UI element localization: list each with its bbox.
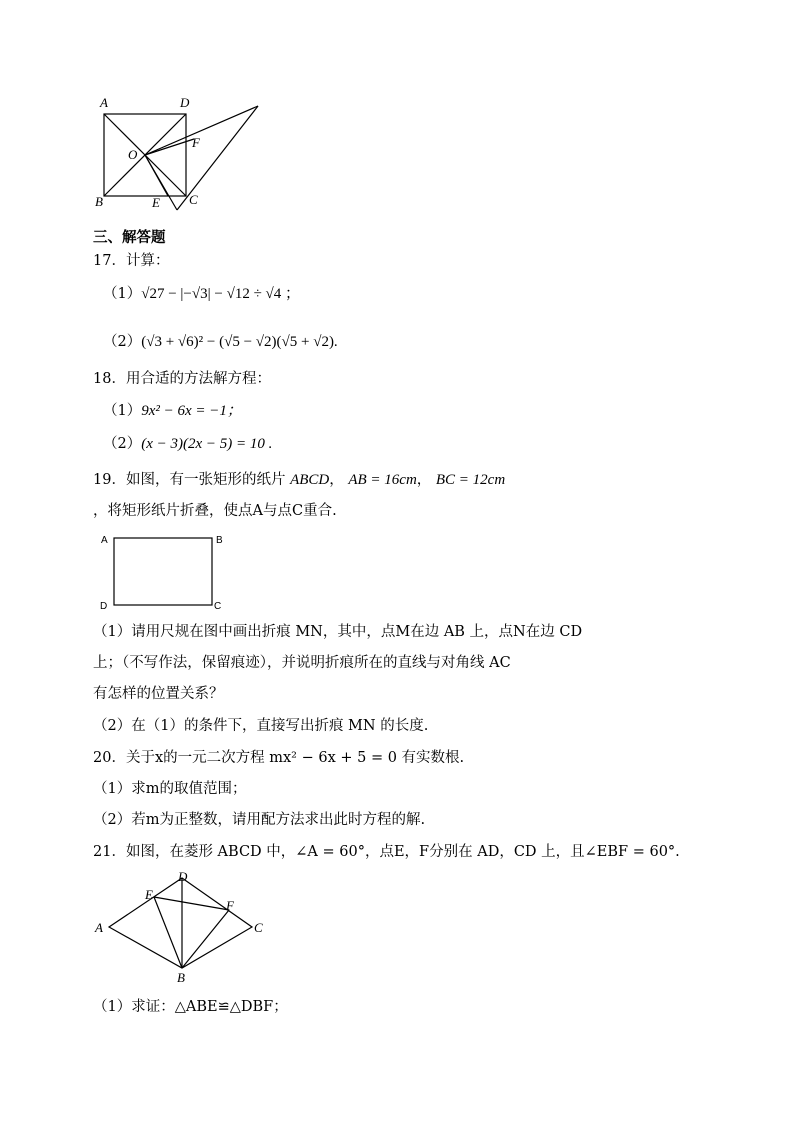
rh-label-E: E <box>145 887 153 902</box>
q19-stem-f: BC = 12cm <box>435 472 506 488</box>
q18-part1 <box>103 401 242 421</box>
label-O: O <box>128 147 138 162</box>
q18-p1-expr: 9x² − 6x = −1； <box>141 403 242 419</box>
rect-label-D: D <box>100 601 108 612</box>
figure-rectangle <box>96 530 231 615</box>
rh-label-F: F <box>226 898 234 913</box>
q19-stem2: ，将矩形纸片折叠，使点A与点C重合. <box>93 503 337 519</box>
q19-stem <box>93 470 505 490</box>
q19-part2: （2）在（1）的条件下，直接写出折痕 MN 的长度. <box>93 718 429 734</box>
q18-p1-num: （1） <box>103 403 142 419</box>
q19-stem-b: ABCD <box>290 472 330 488</box>
q20-stem: 20．关于x的一元二次方程 mx² − 6x + 5 = 0 有实数根. <box>93 750 465 766</box>
q19-part1-line2: 上；（不写作法，保留痕迹），并说明折痕所在的直线与对角线 AC <box>93 655 511 671</box>
label-A: A <box>100 95 108 110</box>
q17-part1 <box>103 284 300 304</box>
q18-stem: 18．用合适的方法解方程： <box>93 371 271 387</box>
q19-part1-line1: （1）请用尺规在图中画出折痕 MN，其中，点M在边 AB 上，点N在边 CD <box>93 624 583 640</box>
q19-part1-line3: 有怎样的位置关系？ <box>93 686 224 702</box>
label-F: F <box>192 135 200 150</box>
rh-label-B: B <box>177 970 185 985</box>
q17-p2-expr: (√3 + √6)² − (√5 − √2)(√5 + √2). <box>141 334 338 350</box>
rh-label-A: A <box>95 920 103 935</box>
q21-part1: （1）求证：△ABE≌△DBF； <box>93 999 288 1015</box>
q17-stem: 17．计算： <box>93 253 170 269</box>
rect-label-C: C <box>214 601 222 612</box>
label-B: B <box>95 194 103 209</box>
rh-label-C: C <box>254 920 263 935</box>
q18-part2 <box>103 434 272 454</box>
figure-square-triangle <box>90 92 270 217</box>
figure-rhombus <box>92 868 272 986</box>
rect-label-B: B <box>216 535 223 546</box>
rh-label-D: D <box>178 869 188 884</box>
q18-p2-expr: (x − 3)(2x − 5) = 10 . <box>141 436 273 452</box>
q21-stem: 21．如图，在菱形 ABCD 中，∠A = 60°，点E，F分别在 AD，CD 上，且∠EBF = 60°. <box>93 844 680 860</box>
q18-p2-num: （2） <box>103 436 142 452</box>
q19-stem-c: ， <box>329 472 344 488</box>
label-C: C <box>189 192 198 207</box>
label-D: D <box>180 95 190 110</box>
q19-stem-e: ， <box>416 472 432 488</box>
q17-p2-num: （2） <box>103 334 142 350</box>
rect-label-A: A <box>101 535 108 546</box>
q19-stem-a: 19．如图，有一张矩形的纸片 <box>93 472 286 488</box>
q20-part1: （1）求m的取值范围； <box>93 781 247 797</box>
q20-part2: （2）若m为正整数，请用配方法求出此时方程的解. <box>93 812 426 828</box>
label-E: E <box>152 195 160 210</box>
q19-stem-d: AB = 16cm <box>348 472 417 488</box>
q17-p1-expr: √27 − |−√3| − √12 ÷ √4 ； <box>141 286 301 302</box>
section-title: 三、解答题 <box>93 230 166 246</box>
q17-part2 <box>103 332 338 352</box>
q17-p1-num: （1） <box>103 286 142 302</box>
